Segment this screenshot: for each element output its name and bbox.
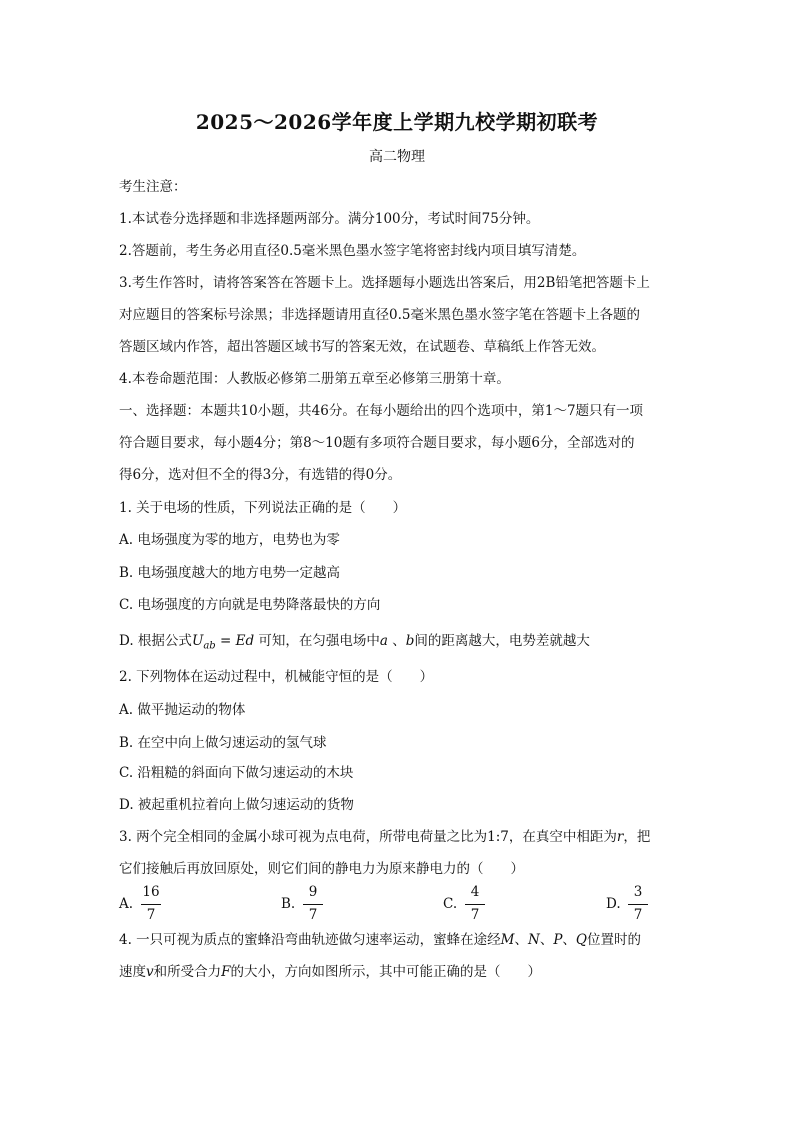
exam-title: 2025～2026学年度上学期九校学期初联考 (195, 110, 599, 134)
subject-title: 高二物理 (369, 149, 425, 165)
section-intro-line-1: 一、选择题：本题共10小题，共46分。在每小题给出的四个选项中，第1～7题只有一项 (119, 403, 644, 419)
q4-line1-pre: 4. 一只可视为质点的蜜蜂沿弯曲轨迹做匀速率运动，蜜蜂在途经 (119, 932, 501, 948)
q4-sep-3: 、 (562, 932, 576, 948)
var-n: N (528, 932, 540, 948)
notice-item-1: 1.本试卷分选择题和非选择题两部分。满分100分，考试时间75分钟。 (119, 211, 540, 227)
var-p: P (553, 932, 563, 948)
option-label: C. (443, 896, 458, 912)
option-label: B. (281, 896, 296, 912)
q1-d-post: 间的距离越大，电势差就越大 (414, 633, 590, 649)
q3-line1-pre: 3. 两个完全相同的金属小球可视为点电荷，所带电荷量之比为1:7，在真空中相距为 (119, 829, 617, 845)
q1-option-a: A. 电场强度为零的地方，电势也为零 (119, 532, 340, 548)
q1-d-pre: D. 根据公式 (119, 633, 192, 649)
var-m: M (500, 932, 515, 948)
formula-equals: = (215, 633, 236, 649)
q3-line1-post: ，把 (623, 829, 651, 845)
notice-item-2: 2.答题前，考生务必用直径0.5毫米黑色墨水签字笔将密封线内项目填写清楚。 (119, 243, 586, 259)
q4-sep-1: 、 (514, 932, 528, 948)
var-a: a (379, 633, 388, 649)
denominator: 7 (633, 907, 643, 923)
q1-d-mid1: 可知，在匀强电场中 (254, 633, 380, 649)
q2-option-d: D. 被起重机拉着向上做匀速运动的货物 (119, 797, 354, 813)
fraction-bar (141, 904, 161, 905)
q3-stem-line-1 (119, 827, 679, 847)
notice-item-3-cont-2: 答题区域内作答，超出答题区域书写的答案无效，在试题卷、草稿纸上作答无效。 (119, 339, 605, 355)
section-intro-line-2: 符合题目要求，每小题4分；第8～10题有多项符合题目要求，每小题6分，全部选对的 (119, 435, 635, 451)
q3-stem-line-2: 它们接触后再放回原处，则它们间的静电力为原来静电力的（ ） (119, 861, 524, 877)
var-r: r (616, 829, 624, 845)
denominator: 7 (308, 907, 318, 923)
q2-stem: 2. 下列物体在运动过程中，机械能守恒的是（ ） (119, 669, 434, 685)
formula-subscript: ab (203, 640, 216, 652)
var-v: v (146, 964, 154, 980)
q2-option-a: A. 做平抛运动的物体 (119, 702, 246, 718)
numerator: 9 (308, 884, 318, 900)
numerator: 16 (142, 884, 160, 900)
q4-line1-post: 位置时的 (586, 932, 641, 948)
notice-item-3: 3.考生作答时，请将答案答在答题卡上。选择题每小题选出答案后，用2B铅笔把答题卡上 (119, 275, 650, 291)
q4-line2-post: 的大小，方向如图所示，其中可能正确的是（ ） (230, 964, 542, 980)
q4-line2-mid: 和所受合力 (153, 964, 222, 980)
var-b: b (405, 633, 415, 649)
var-q: Q (575, 932, 587, 948)
fraction-bar (303, 904, 323, 905)
notice-item-3-cont-1: 对应题目的答案标号涂黑；非选择题请用直径0.5毫米黑色墨水签字笔在答题卡上各题的 (119, 307, 640, 323)
var-f: F (221, 964, 231, 980)
q4-stem-line-1 (119, 930, 679, 950)
q4-stem-line-2 (119, 962, 679, 982)
fraction-bar (628, 904, 648, 905)
q1-stem: 1. 关于电场的性质，下列说法正确的是（ ） (119, 500, 407, 516)
q1-option-d (119, 631, 679, 657)
q4-sep-2: 、 (539, 932, 554, 948)
denominator: 7 (470, 907, 480, 923)
section-intro-line-3: 得6分，选对但不全的得3分，有选错的得0分。 (119, 467, 402, 483)
formula-u: U (191, 633, 204, 649)
q2-option-c: C. 沿粗糙的斜面向下做匀速运动的木块 (119, 765, 354, 781)
numerator: 4 (470, 884, 480, 900)
denominator: 7 (146, 907, 156, 923)
q4-line2-pre: 速度 (119, 964, 146, 980)
notice-item-4: 4.本卷命题范围：人教版必修第二册第五章至必修第三册第十章。 (119, 371, 510, 387)
option-label: A. (119, 896, 134, 912)
numerator: 3 (633, 884, 643, 900)
q1-d-mid2: 、 (387, 633, 406, 649)
option-label: D. (606, 896, 621, 912)
formula-rhs: Ed (235, 633, 255, 649)
q2-option-b: B. 在空中向上做匀速运动的氢气球 (119, 735, 327, 751)
q1-option-b: B. 电场强度越大的地方电势一定越高 (119, 565, 341, 581)
q1-option-c: C. 电场强度的方向就是电势降落最快的方向 (119, 597, 381, 613)
notice-heading: 考生注意： (119, 179, 187, 195)
fraction-bar (465, 904, 485, 905)
